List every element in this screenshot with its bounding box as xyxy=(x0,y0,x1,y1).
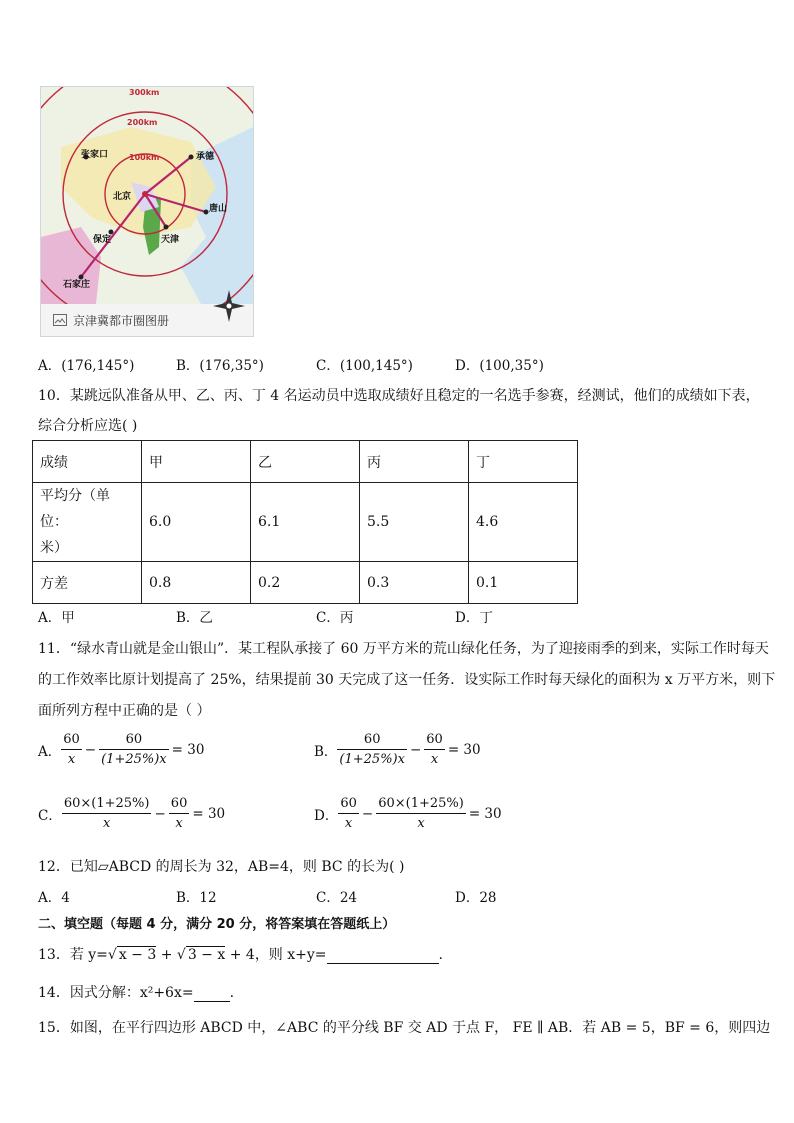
q9-option-d: D．(100,35°) xyxy=(455,358,544,374)
option-label: C． xyxy=(38,807,62,824)
table-cell: 0.8 xyxy=(142,562,251,604)
map-caption: 京津冀都市圈图册 xyxy=(73,314,170,328)
table-cell: 6.1 xyxy=(251,483,360,562)
q10-option-a: A．甲 xyxy=(38,610,75,626)
table-header-row xyxy=(33,441,578,483)
q9-option-b: B．(176,35°) xyxy=(176,358,264,374)
city-beijing: 北京 xyxy=(113,192,132,202)
city-tianjin: 天津 xyxy=(161,235,180,245)
avg-label-line-2: 米） xyxy=(40,540,68,556)
q10-option-c: C．丙 xyxy=(316,610,354,626)
fraction: $\frac{60}{x}$ xyxy=(170,796,188,831)
table-cell: 方差 xyxy=(33,562,142,604)
q10-option-d: D．丁 xyxy=(455,610,493,626)
map-caption-bar xyxy=(41,304,253,336)
table-cell: 6.0 xyxy=(142,483,251,562)
table-cell: 甲 xyxy=(142,441,251,483)
q12-option-d: D．28 xyxy=(455,890,497,906)
city-zhangjiakou: 张家口 xyxy=(81,150,109,160)
city-shijiazhuang: 石家庄 xyxy=(63,280,91,290)
fraction: $\frac{60}{x}$ xyxy=(63,732,80,767)
score-table xyxy=(32,440,578,604)
option-label: D． xyxy=(314,807,339,824)
section-2-title: 二、填空题（每题 4 分，满分 20 分，将答案填在答题纸上） xyxy=(38,917,396,932)
option-label: A． xyxy=(38,743,62,760)
ring-label-200: 200km xyxy=(127,118,158,127)
city-chengde: 承德 xyxy=(196,152,215,162)
table-cell: 0.2 xyxy=(251,562,360,604)
table-cell: 0.1 xyxy=(469,562,578,604)
sqrt-sign: √ xyxy=(107,947,117,963)
gallery-icon xyxy=(53,314,67,326)
map-figure xyxy=(40,86,254,337)
q11-option-a: A． $\frac{60}{x}$ − $\frac{60}{(1+25\%)x}$ = 30 xyxy=(38,732,205,767)
q10-line-2: 综合分析应选( ) xyxy=(38,418,138,434)
table-row xyxy=(33,562,578,604)
table-row xyxy=(33,483,578,562)
table-cell: 0.3 xyxy=(360,562,469,604)
table-cell: 4.6 xyxy=(469,483,578,562)
q14-line: 14．因式分解：x²+6x= . xyxy=(38,985,235,1001)
q13-line: 13．若 y=√ x − 3 + √ 3 − x + 4，则 x+y= . xyxy=(38,947,443,963)
city-tangshan: 唐山 xyxy=(209,204,228,214)
q11-option-d: D． $\frac{60}{x}$ − $\frac{60\times(1+25\%)}{x}$ = 30 xyxy=(314,796,502,831)
table-cell: 5.5 xyxy=(360,483,469,562)
table-cell: 乙 xyxy=(251,441,360,483)
q11-line-2: 的工作效率比原计划提高了 25%，结果提前 30 天完成了这一任务．设实际工作时每天绿化的面积为 x 万平方米，则下 xyxy=(38,672,776,688)
fraction: $\frac{60\times(1+25\%)}{x}$ xyxy=(63,796,150,831)
ring-label-300: 300km xyxy=(129,88,160,97)
q11-line-1: 11．“绿水青山就是金山银山”．某工程队承接了 60 万平方米的荒山绿化任务，为了迎接雨季的到来，实际工作时每天 xyxy=(38,641,769,657)
q11-option-b: B． $\frac{60}{(1+25\%)x}$ − $\frac{60}{x}$ = 30 xyxy=(314,732,481,767)
fraction: $\frac{60}{x}$ xyxy=(340,796,357,831)
fraction: $\frac{60\times(1+25\%)}{x}$ xyxy=(378,796,464,831)
city-baoding: 保定 xyxy=(93,235,112,245)
q12-text: 12．已知▱ABCD 的周长为 32，AB=4，则 BC 的长为( ) xyxy=(38,859,405,875)
fraction: $\frac{60}{(1+25\%)x}$ xyxy=(101,732,167,767)
option-label: B． xyxy=(314,743,338,760)
table-cell: 丁 xyxy=(469,441,578,483)
answer-blank xyxy=(194,985,230,1002)
q12-option-b: B．12 xyxy=(176,890,217,906)
q10-option-b: B．乙 xyxy=(176,610,213,626)
table-cell xyxy=(33,483,142,562)
table-cell: 丙 xyxy=(360,441,469,483)
q9-option-a: A．(176,145°) xyxy=(38,358,135,374)
q11-line-3: 面所列方程中正确的是（ ） xyxy=(38,703,211,719)
ring-label-100: 100km xyxy=(129,153,160,162)
table-cell: 成绩 xyxy=(33,441,142,483)
sqrt-sign: √ xyxy=(176,947,186,963)
q15-line: 15．如图，在平行四边形 ABCD 中，∠ABC 的平分线 BF 交 AD 于点 F， FE ∥ AB．若 AB = 5，BF = 6，则四边 xyxy=(38,1020,771,1036)
q12-option-a: A．4 xyxy=(38,890,70,906)
q9-option-c: C．(100,145°) xyxy=(316,358,413,374)
fraction: $\frac{60}{(1+25\%)x}$ xyxy=(339,732,405,767)
compass-icon xyxy=(211,288,247,324)
fraction: $\frac{60}{x}$ xyxy=(426,732,443,767)
q12-option-c: C．24 xyxy=(316,890,358,906)
answer-blank xyxy=(327,947,439,964)
q10-line-1: 10．某跳远队准备从甲、乙、丙、丁 4 名运动员中选取成绩好且稳定的一名选手参赛，经测试，他们的成绩如下表， xyxy=(38,388,760,404)
q11-option-c: C． $\frac{60\times(1+25\%)}{x}$ − $\frac{60}{x}$ = 30 xyxy=(38,796,226,831)
avg-label-line-1: 平均分（单位： xyxy=(40,488,110,530)
map-image xyxy=(41,87,253,304)
